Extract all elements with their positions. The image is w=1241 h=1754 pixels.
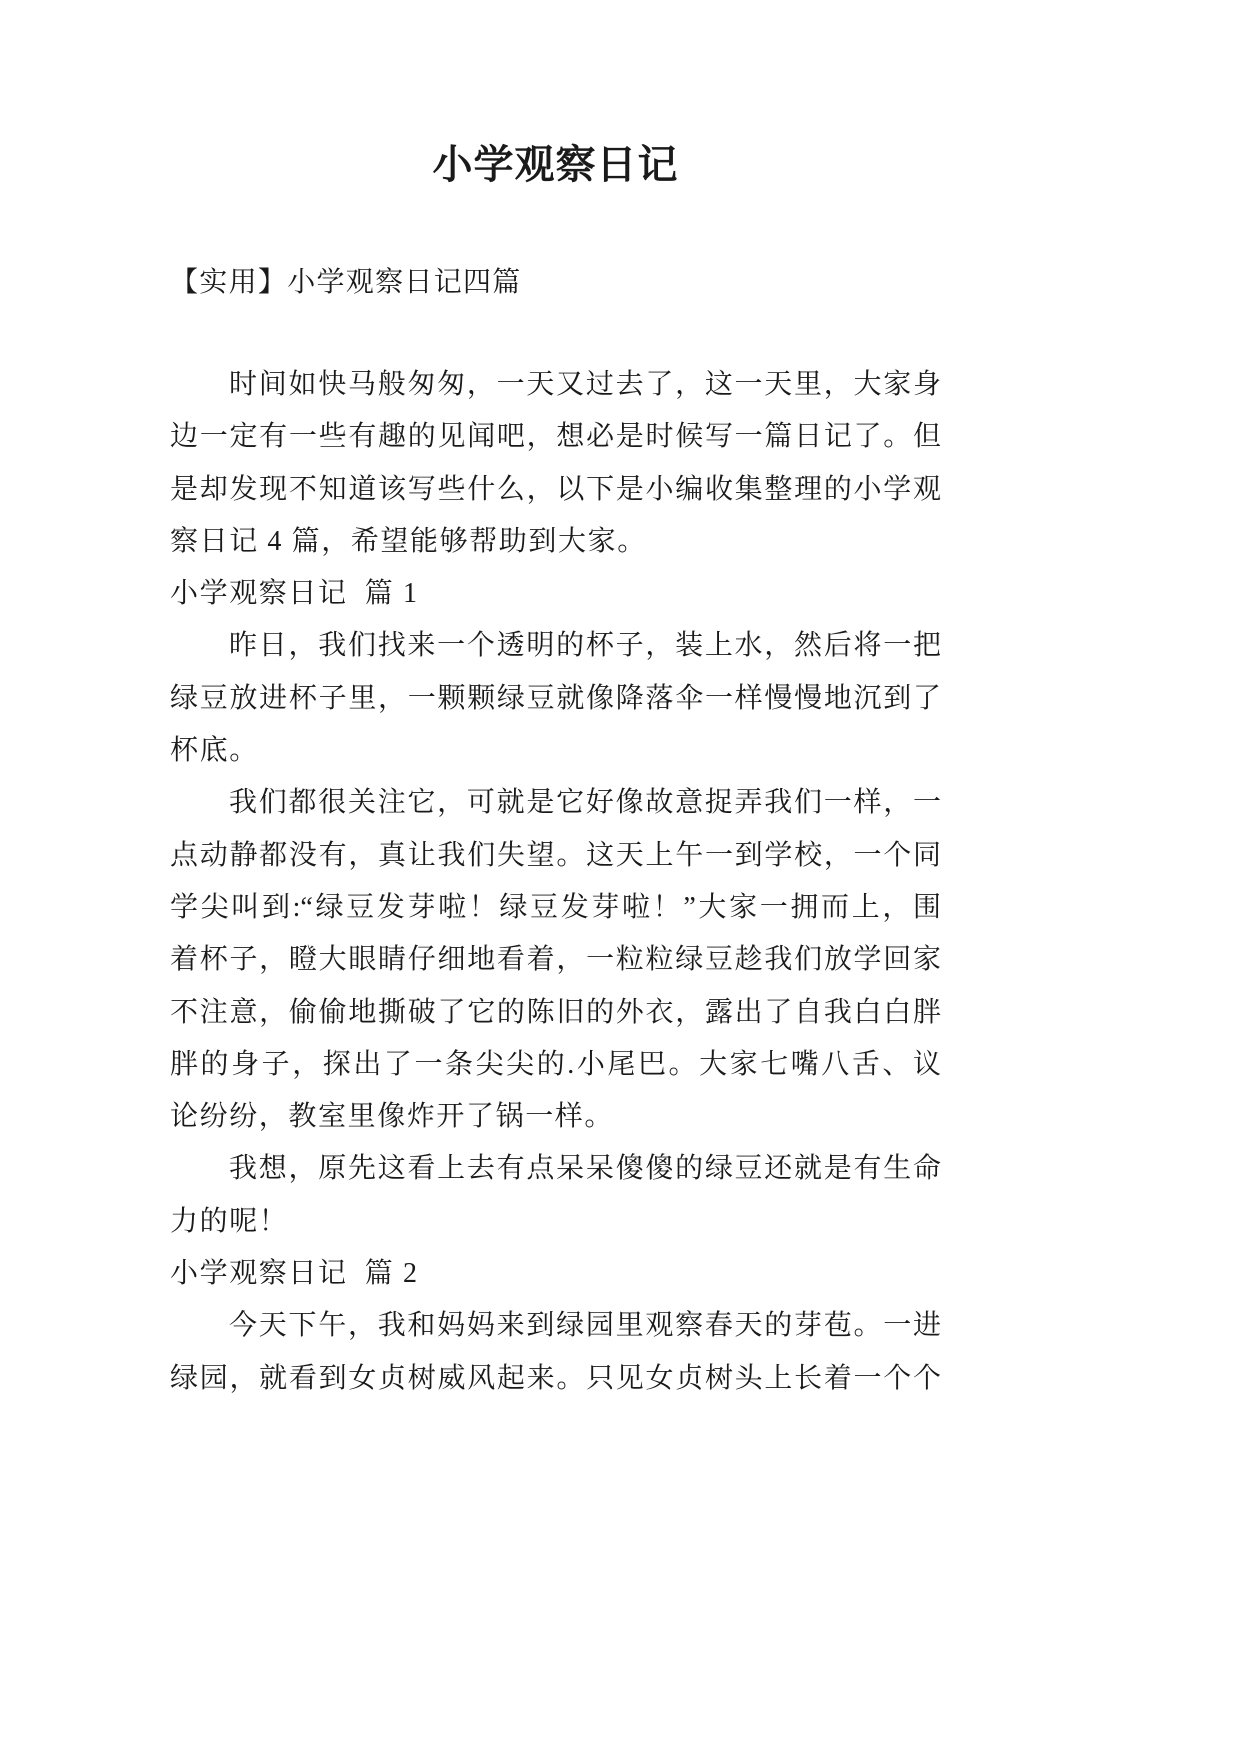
paragraph-line: 察日记 4 篇，希望能够帮助到大家。: [170, 525, 647, 557]
paragraph-line: 学尖叫到:“绿豆发芽啦！绿豆发芽啦！”大家一拥而上，围: [170, 891, 941, 923]
paragraph-line: 点动静都没有，真让我们失望。这天上午一到学校，一个同: [170, 839, 941, 871]
paragraph: [170, 777, 941, 1143]
section-2: [170, 1248, 941, 1405]
paragraph-line: 边一定有一些有趣的见闻吧，想必是时候写一篇日记了。但: [170, 421, 941, 453]
paragraph-line: 力的呢！: [170, 1205, 289, 1237]
paragraph-line: 今天下午，我和妈妈来到绿园里观察春天的芽苞。一进: [229, 1310, 941, 1342]
section-heading: 小学观察日记 篇 1: [170, 578, 419, 610]
paragraph-line: 杯底。: [170, 735, 259, 767]
paragraph: [170, 620, 941, 777]
paragraph-line: 论纷纷，教室里像炸开了锅一样。: [170, 1101, 615, 1133]
paragraph-line: 胖的身子，探出了一条尖尖的.小尾巴。大家七嘴八舌、议: [170, 1048, 941, 1080]
paragraph-line: 我想，原先这看上去有点呆呆傻傻的绿豆还就是有生命: [229, 1153, 941, 1185]
intro-paragraph: [170, 359, 941, 568]
paragraph-line: 时间如快马般匆匆，一天又过去了，这一天里，大家身: [229, 369, 941, 400]
paragraph-line: 绿豆放进杯子里，一颗颗绿豆就像降落伞一样慢慢地沉到了: [170, 682, 941, 714]
section-heading: 小学观察日记 篇 2: [170, 1258, 419, 1290]
document-subtitle: 【实用】小学观察日记四篇: [170, 267, 522, 298]
document-title: 小学观察日记: [432, 142, 679, 187]
paragraph: [170, 1143, 941, 1248]
paragraph: [170, 1300, 941, 1405]
document-body: [170, 359, 941, 1405]
paragraph-line: 我们都很关注它，可就是它好像故意捉弄我们一样，一: [229, 787, 941, 819]
paragraph-line: 昨日，我们找来一个透明的杯子，装上水，然后将一把: [229, 630, 941, 662]
section-1: [170, 568, 941, 1248]
paragraph-line: 是却发现不知道该写些什么，以下是小编收集整理的小学观: [170, 473, 941, 505]
paragraph-line: 着杯子，瞪大眼睛仔细地看着，一粒粒绿豆趁我们放学回家: [170, 944, 941, 976]
paragraph-line: 绿园，就看到女贞树威风起来。只见女贞树头上长着一个个: [170, 1362, 941, 1394]
paragraph-line: 不注意，偷偷地撕破了它的陈旧的外衣，露出了自我白白胖: [170, 996, 941, 1028]
